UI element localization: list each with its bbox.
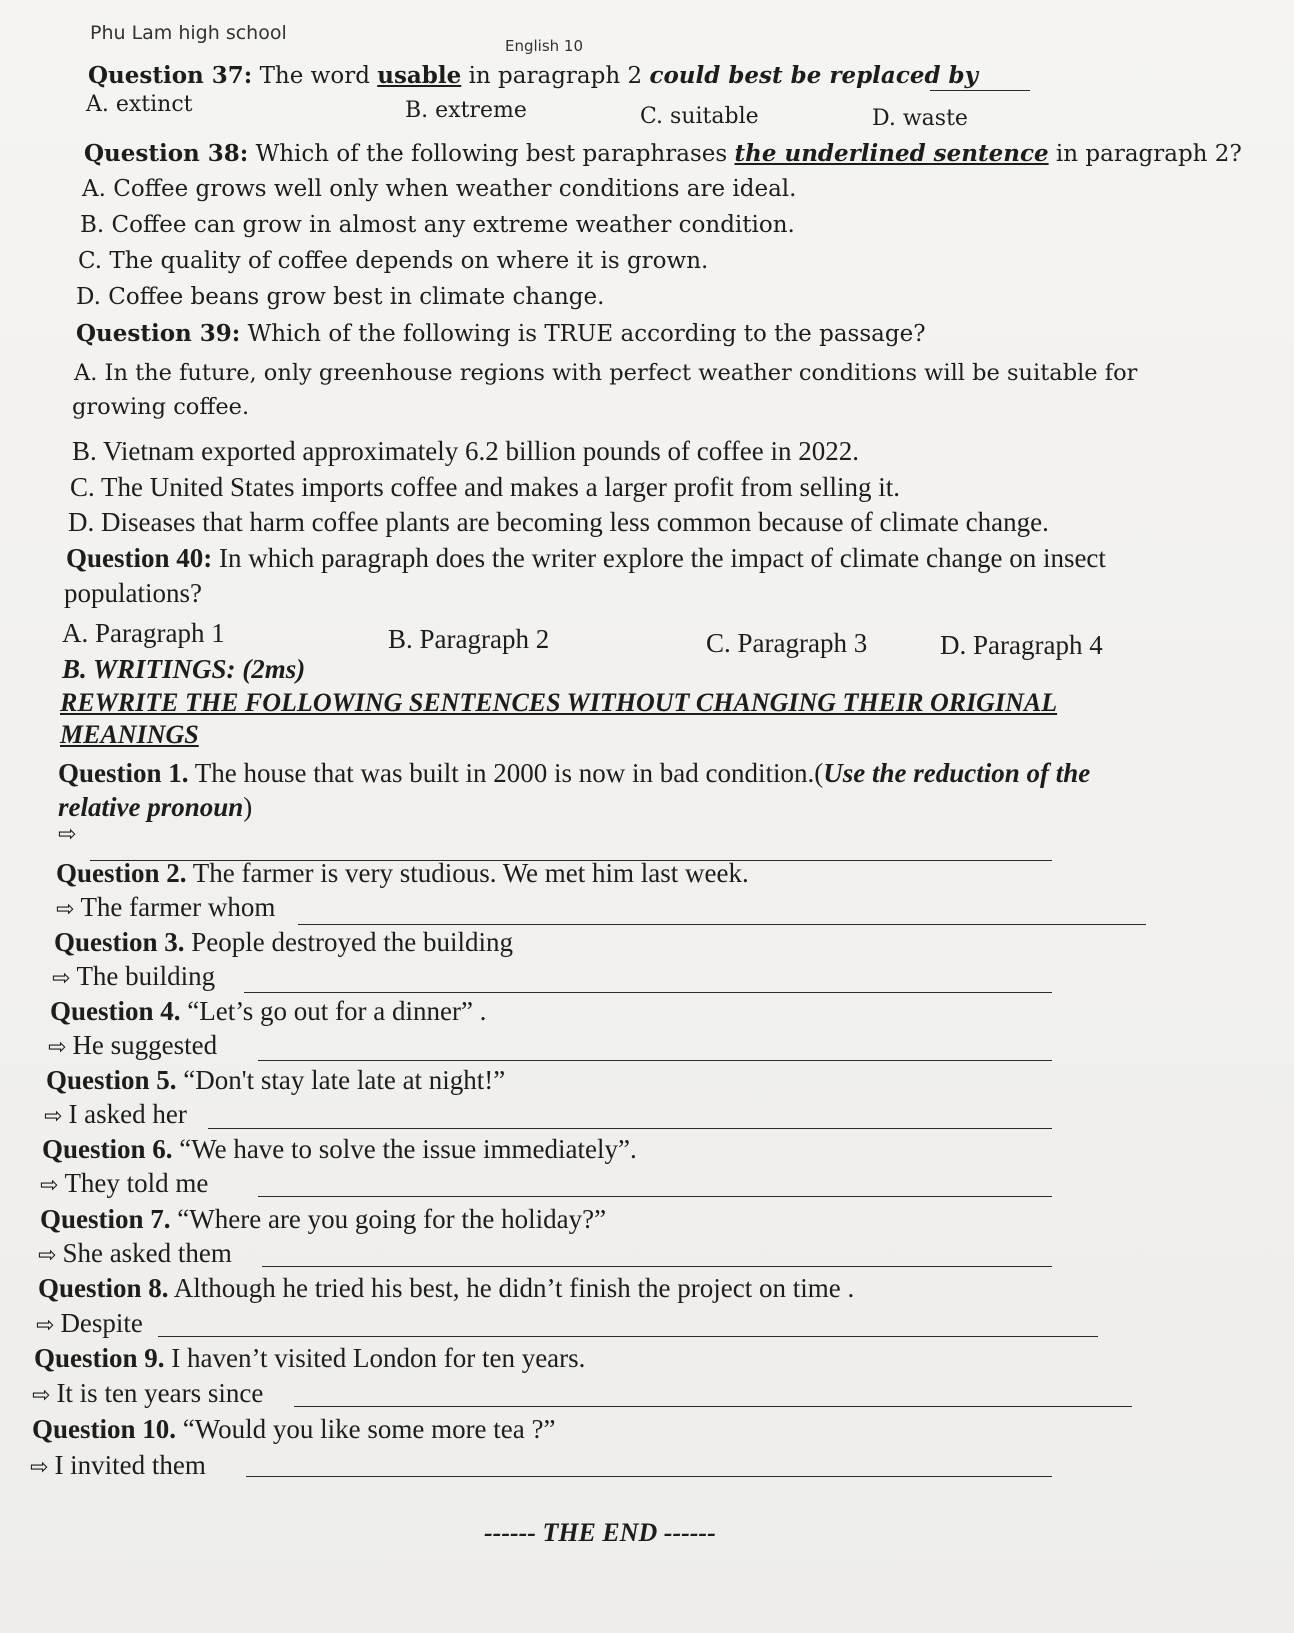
question-text: The farmer is very studious. We met him last week. [192,858,749,888]
option-d: D. waste [872,106,968,131]
answer-row-7 [38,1238,232,1269]
subject-label: English 10 [505,37,584,55]
option-b: B. Vietnam exported approximately 6.2 billion pounds of coffee in 2022. [72,436,859,466]
question-40-continued: populations? [64,578,202,608]
question-text: “Let’s go out for a dinner” . [187,996,487,1026]
option-b: B. extreme [405,98,527,123]
question-text: “Don't stay late late at night!” [183,1065,506,1095]
question-37 [88,62,978,89]
answer-blank[interactable] [294,1406,1132,1407]
question-label: Question 39: [76,320,241,347]
option-c: C. The quality of coffee depends on where it is grown. [78,248,709,274]
arrow-right-icon: ⇨ [48,1035,67,1060]
question-label: Question 1. [58,758,189,788]
answer-blank[interactable] [258,1060,1052,1061]
question-label: Question 9. [34,1343,165,1373]
answer-prompt: I asked her [68,1099,187,1129]
answer-blank[interactable] [930,90,1030,91]
question-text: In which paragraph does the writer explore the impact of climate change on insect [219,543,1106,573]
option-a: A. extinct [86,92,193,117]
question-text: “We have to solve the issue immediately”. [179,1134,637,1164]
question-label: Question 38: [84,140,249,167]
writing-question-6 [42,1134,637,1165]
writing-question-2 [56,858,749,889]
question-text: “Would you like some more tea ?” [182,1414,556,1444]
end-marker: ------ THE END ------ [484,1518,716,1547]
answer-row-2 [56,892,275,923]
question-text: Which of the following is TRUE according to the passage? [247,321,926,347]
writing-question-8 [38,1273,854,1304]
answer-blank[interactable] [246,1476,1052,1477]
writing-question-9 [34,1343,585,1374]
question-40 [66,543,1106,574]
arrow-right-icon: ⇨ [44,1104,63,1129]
answer-blank[interactable] [262,1266,1052,1267]
arrow-right-icon: ⇨ [36,1313,55,1338]
answer-blank[interactable] [298,924,1146,925]
arrow-right-icon: ⇨ [58,822,77,847]
answer-prompt: She asked them [62,1238,232,1268]
question-text: The house that was built in 2000 is now in bad condition.( [194,758,824,788]
target-word: usable [377,62,462,89]
answer-prompt: I invited them [54,1450,206,1480]
school-name: Phu Lam high school [90,22,287,44]
question-text: “Where are you going for the holiday?” [177,1204,607,1234]
option-c: C. The United States imports coffee and makes a larger profit from selling it. [70,472,901,502]
answer-row-9 [32,1378,263,1409]
writing-question-10 [32,1414,555,1445]
answer-prompt: Despite [60,1308,143,1338]
writing-instruction: REWRITE THE FOLLOWING SENTENCES WITHOUT CHANGING THEIR ORIGINAL [60,688,1058,717]
option-a: A. Paragraph 1 [62,618,225,648]
option-d: D. Diseases that harm coffee plants are becoming less common because of climate change. [68,507,1049,537]
option-b: B. Coffee can grow in almost any extreme weather condition. [80,212,795,238]
answer-row-4 [48,1030,217,1061]
writing-question-4 [50,996,486,1027]
writing-question-7 [40,1204,606,1235]
question-text: Although he tried his best, he didn’t finish the project on time . [173,1273,855,1303]
option-c: C. Paragraph 3 [706,628,868,658]
question-close: ) [243,792,253,822]
writing-instruction-continued: MEANINGS [60,720,199,749]
answer-prompt: The building [76,961,216,991]
answer-blank[interactable] [208,1128,1052,1129]
answer-row-5 [44,1099,187,1130]
answer-row-1 [58,822,82,847]
arrow-right-icon: ⇨ [32,1383,51,1408]
answer-row-10 [30,1450,206,1481]
answer-prompt: He suggested [72,1030,218,1060]
answer-row-6 [40,1168,208,1199]
question-text: Which of the following best paraphrases [255,141,728,167]
question-label: Question 40: [66,543,213,573]
question-text: The word [259,63,370,89]
option-a-continued: growing coffee. [72,394,250,420]
arrow-right-icon: ⇨ [30,1455,49,1480]
writing-question-1-continued [58,792,252,823]
question-label: Question 8. [38,1273,169,1303]
option-d: D. Paragraph 4 [940,630,1103,660]
answer-prompt: It is ten years since [56,1378,264,1408]
writing-question-1 [58,758,1090,789]
option-a: A. In the future, only greenhouse regions with perfect weather conditions will be suitable for [74,360,1138,386]
writing-heading: B. WRITINGS: (2ms) [62,654,306,684]
question-label: Question 37: [88,62,253,89]
question-39 [76,320,926,347]
question-note: relative pronoun [58,792,244,822]
answer-blank[interactable] [258,1196,1052,1197]
answer-prompt: The farmer whom [80,892,276,922]
question-label: Question 3. [54,927,185,957]
question-label: Question 7. [40,1204,171,1234]
option-a: A. Coffee grows well only when weather conditions are ideal. [82,176,797,202]
question-label: Question 10. [32,1414,177,1444]
question-label: Question 6. [42,1134,173,1164]
question-text: in paragraph 2 [468,63,643,89]
answer-blank[interactable] [158,1336,1098,1337]
question-label: Question 4. [50,996,181,1026]
question-38 [84,140,1242,167]
answer-blank[interactable] [244,992,1052,993]
answer-row-8 [36,1308,143,1339]
question-emphasis: could best be replaced by [649,62,978,89]
question-note: Use the reduction of the [823,758,1091,788]
option-b: B. Paragraph 2 [388,624,550,654]
question-text: in paragraph 2? [1055,141,1242,167]
writing-question-5 [46,1065,505,1096]
arrow-right-icon: ⇨ [40,1173,59,1198]
question-label: Question 2. [56,858,187,888]
question-label: Question 5. [46,1065,177,1095]
question-emphasis: the underlined sentence [734,140,1049,167]
answer-row-3 [52,961,215,992]
answer-prompt: They told me [64,1168,209,1198]
arrow-right-icon: ⇨ [38,1243,57,1268]
question-text: I haven’t visited London for ten years. [171,1343,586,1373]
question-text: People destroyed the building [191,927,513,957]
arrow-right-icon: ⇨ [56,897,75,922]
arrow-right-icon: ⇨ [52,966,71,991]
option-c: C. suitable [640,104,759,129]
option-d: D. Coffee beans grow best in climate change. [76,284,605,310]
writing-question-3 [54,927,513,958]
